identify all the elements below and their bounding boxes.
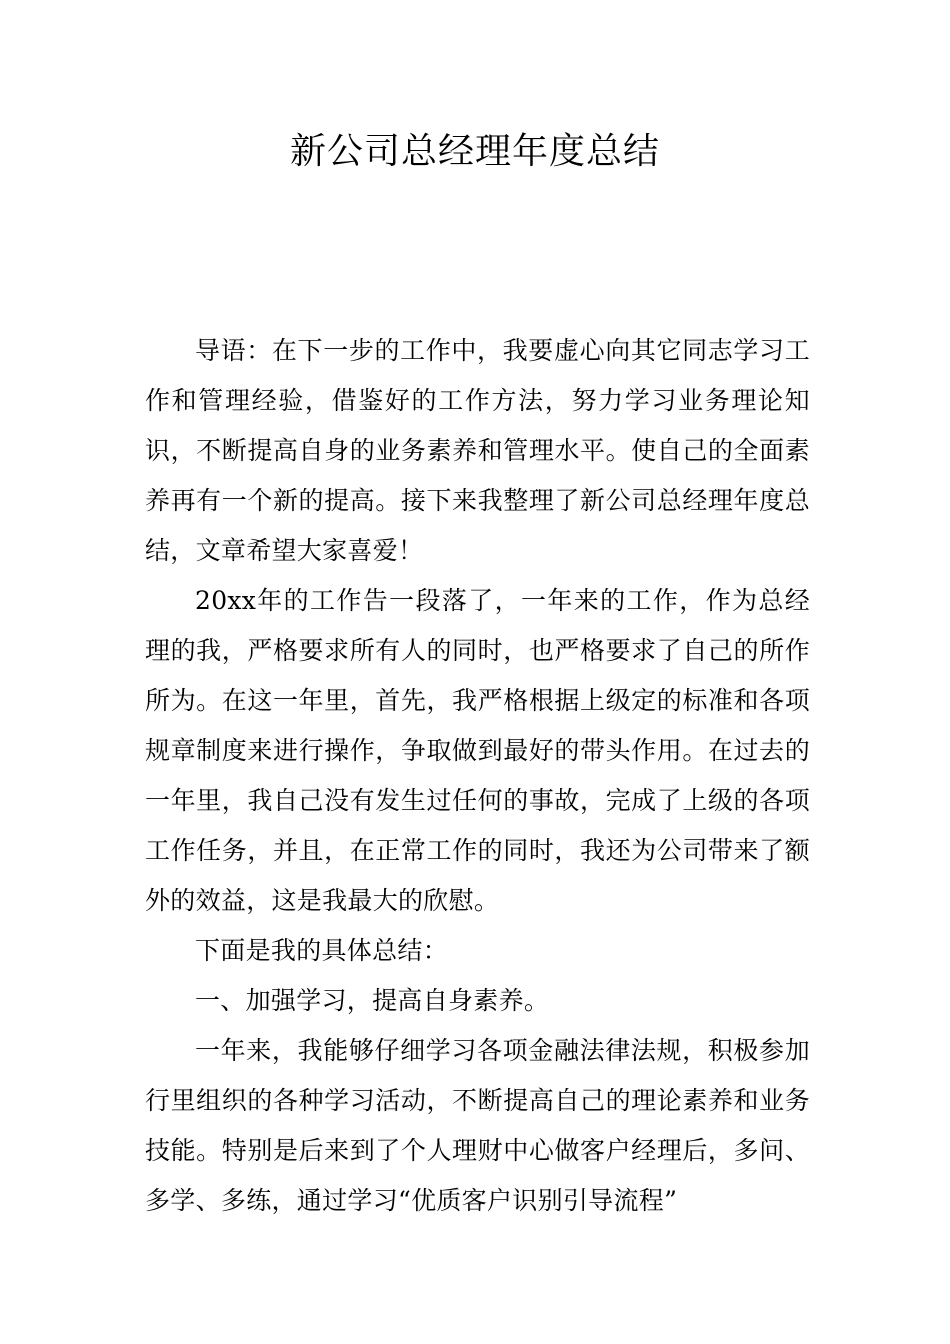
document-body <box>145 326 810 1226</box>
section-heading-1: 一、加强学习，提高自身素养。 <box>195 986 550 1015</box>
paragraph-intro: 导语：在下一步的工作中，我要虚心向其它同志学习工作和管理经验，借鉴好的工作方法，努力学习业务理论知识，不断提高自身的业务素养和管理水平。使自己的全面素养再有一个新的提高。接下来我整理了新公司总经理年度总结，文章希望大家喜爱！ <box>145 336 810 565</box>
paragraph-year-review: 20xx年的工作告一段落了，一年来的工作，作为总经理的我，严格要求所有人的同时，也严格要求了自己的所作所为。在这一年里，首先，我严格根据上级定的标准和各项规章制度来进行操作，争取做到最好的带头作用。在过去的一年里，我自己没有发生过任何的事故，完成了上级的各项工作任务，并且，在正常工作的同时，我还为公司带来了额外的效益，这是我最大的欣慰。 <box>145 586 810 915</box>
paragraph-study: 一年来，我能够仔细学习各项金融法律法规，积极参加行里组织的各种学习活动，不断提高自己的理论素养和业务技能。特别是后来到了个人理财中心做客户经理后，多问、多学、多练，通过学习“优质客户识别引导流程” <box>145 1036 810 1215</box>
document-title: 新公司总经理年度总结 <box>289 131 660 172</box>
paragraph-summary-lead: 下面是我的具体总结： <box>195 936 449 965</box>
